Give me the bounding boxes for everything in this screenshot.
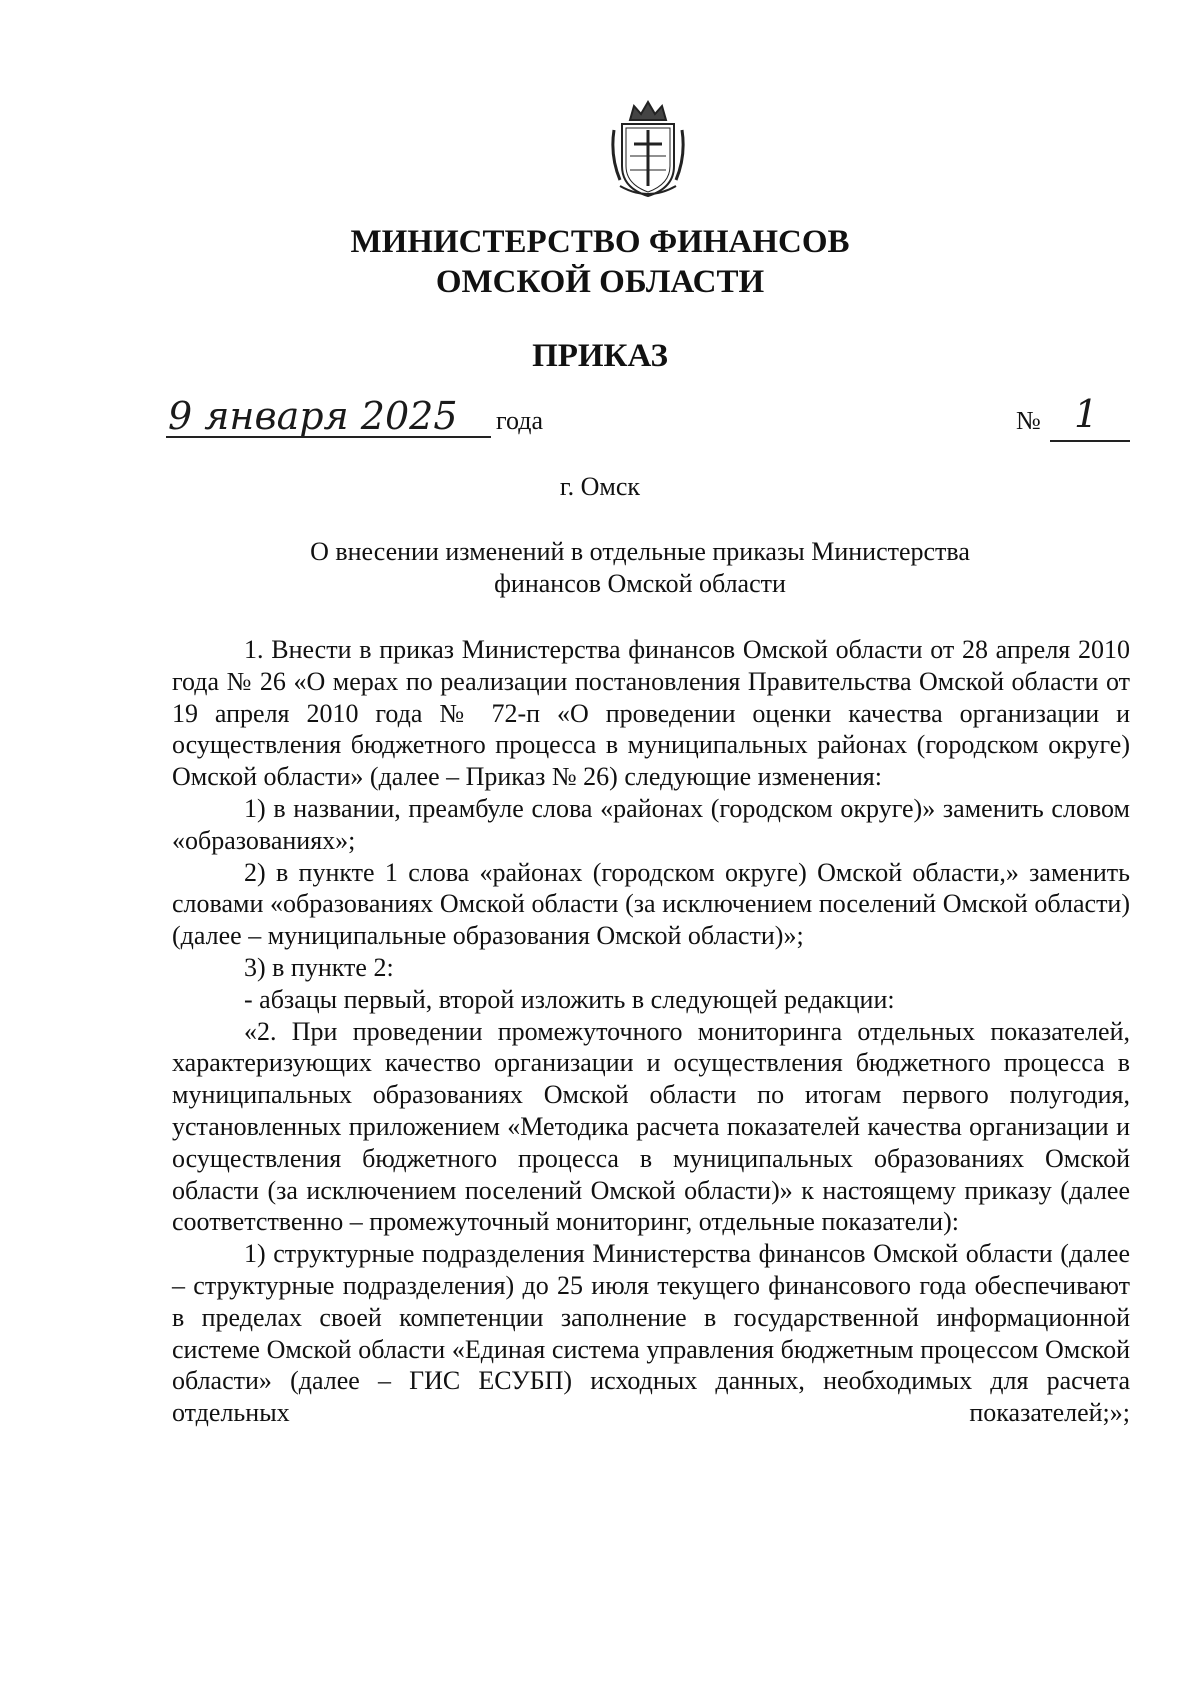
document-type-heading: ПРИКАЗ — [532, 338, 668, 374]
year-suffix: года — [496, 406, 544, 435]
body-paragraph: «2. При проведении промежуточного мониторинга отдельных показателей, характеризующих качество организации и осуществления бюджетного процесса в муниципальных образованиях Омской области по итогам первого полугодия, установленных приложением «Методика расчета показателей качества организации и осуществления бюджетного процесса в муниципальных образованиях Омской области (за исключением поселений Омской области)» к настоящему приказу (далее соответственно – промежуточный мониторинг, отдельные показатели): — [172, 1016, 1130, 1237]
ministry-name-line1: МИНИСТЕРСТВО ФИНАНСОВ — [350, 224, 850, 260]
body-paragraph: 1) структурные подразделения Министерства финансов Омской области (далее – структурные подразделения) до 25 июля текущего финансового года обеспечивают в пределах своей компетенции заполнение в государственной информационной системе Омской области «Единая система управления бюджетным процессом Омской области» (далее – ГИС ЕСУБП) исходных данных, необходимых для расчета отдельных показателей;»; — [172, 1239, 1130, 1428]
body-paragraph: 2) в пункте 1 слова «районах (городском округе) Омской области,» заменить словами «образованиях Омской области (за исключением поселений Омской области) (далее – муниципальные образования Омской области)»; — [172, 857, 1130, 951]
body-paragraph: 3) в пункте 2: — [244, 952, 394, 982]
body-paragraph: 1. Внести в приказ Министерства финансов Омской области от 28 апреля 2010 года № 26 «О мерах по реализации постановления Правительства Омской области от 19 апреля 2010 года № 72-п «О проведении оценки качества организации и осуществления бюджетного процесса в муниципальных районах (городском округе) Омской области» (далее – Приказ № 26) следующие изменения: — [172, 635, 1130, 792]
handwritten-order-number: 1 — [1074, 392, 1099, 436]
city-of-issue: г. Омск — [559, 472, 641, 501]
subject-line-1: О внесении изменений в отдельные приказы Министерства — [310, 537, 970, 566]
ministry-name-line2: ОМСКОЙ ОБЛАСТИ — [435, 264, 765, 300]
date-underline — [166, 436, 491, 438]
order-number-label: № — [1016, 406, 1041, 435]
omsk-coat-of-arms-emblem — [608, 96, 688, 200]
handwritten-date: 9 января 2025 — [168, 394, 458, 438]
body-paragraph: 1) в названии, преамбуле слова «районах (городском округе)» заменить словом «образованиях»; — [172, 793, 1130, 855]
body-paragraph: - абзацы первый, второй изложить в следующей редакции: — [244, 984, 895, 1014]
order-subject — [240, 536, 1040, 600]
subject-line-2: финансов Омской области — [494, 569, 786, 598]
order-body — [172, 634, 1130, 1429]
number-underline — [1050, 440, 1130, 442]
